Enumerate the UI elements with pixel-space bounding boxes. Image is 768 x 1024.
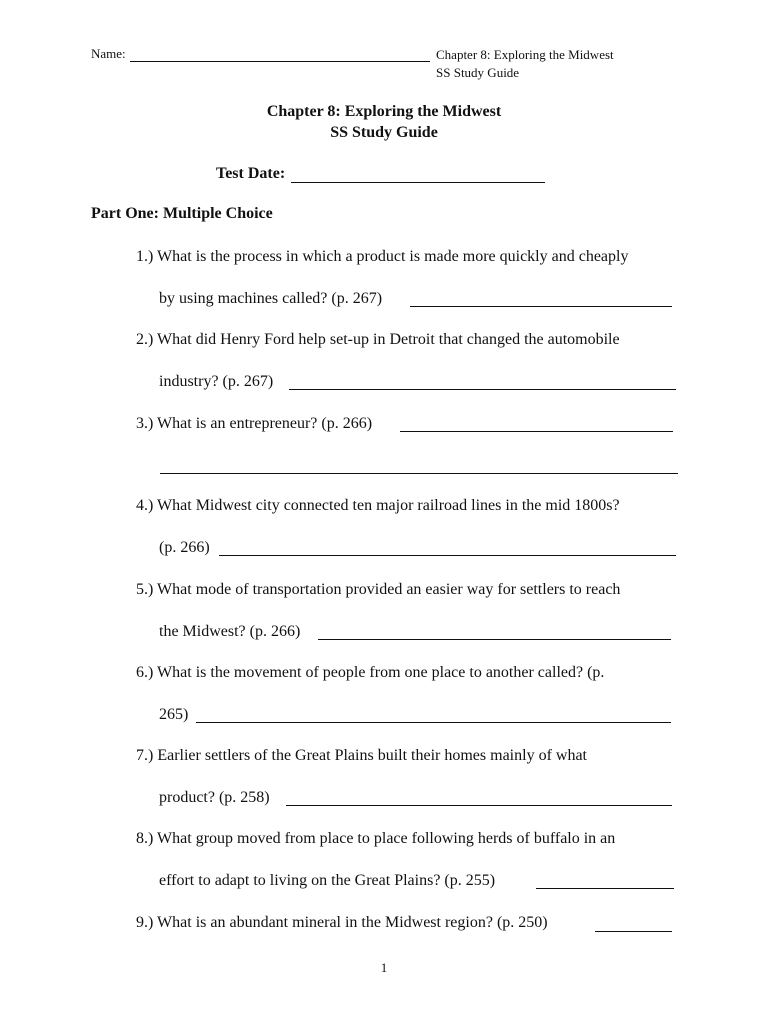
test-date-field	[216, 164, 545, 183]
question-6-line-2: 265)	[159, 706, 189, 723]
question-7-line-1	[136, 747, 587, 765]
question-2-line-2: industry? (p. 267)	[159, 373, 274, 390]
answer-blank-1[interactable]	[410, 306, 672, 307]
question-5-line-2: the Midwest? (p. 266)	[159, 623, 301, 640]
test-date-blank[interactable]	[291, 164, 545, 183]
question-4-line-2: (p. 266)	[159, 539, 210, 556]
question-number: 6.)	[136, 664, 154, 681]
test-date-label: Test Date:	[216, 165, 286, 182]
question-number: 7.)	[136, 747, 154, 764]
question-text: What did Henry Ford help set-up in Detroit that changed the automobile	[157, 331, 620, 348]
answer-blank-9[interactable]	[595, 931, 672, 932]
answer-blank-3b[interactable]	[160, 473, 678, 474]
question-text: What group moved from place to place following herds of buffalo in an	[157, 830, 616, 847]
part-one-heading: Part One: Multiple Choice	[91, 205, 273, 222]
question-6-line-1	[136, 664, 604, 682]
question-text: What Midwest city connected ten major railroad lines in the mid 1800s?	[157, 497, 620, 514]
question-text: Earlier settlers of the Great Plains built their homes mainly of what	[157, 747, 587, 764]
question-text: What is an entrepreneur? (p. 266)	[157, 415, 373, 432]
question-number: 8.)	[136, 830, 154, 847]
question-8-line-1	[136, 830, 615, 848]
answer-blank-3a[interactable]	[400, 431, 673, 432]
question-1-line-1	[136, 248, 628, 266]
question-3-line-1	[136, 415, 372, 433]
question-number: 5.)	[136, 581, 154, 598]
title-line-2: SS Study Guide	[330, 124, 438, 141]
question-4-line-1	[136, 497, 620, 515]
answer-blank-2[interactable]	[289, 389, 676, 390]
name-label: Name:	[91, 46, 126, 61]
question-9-line-1	[136, 914, 548, 932]
answer-blank-6[interactable]	[196, 722, 671, 723]
page-title	[0, 101, 768, 143]
question-text: What is the process in which a product is made more quickly and cheaply	[157, 248, 629, 265]
header-right	[436, 46, 614, 82]
question-number: 9.)	[136, 914, 154, 931]
name-blank[interactable]	[130, 47, 430, 62]
header-guide: SS Study Guide	[436, 65, 520, 80]
page-number: 1	[380, 960, 388, 975]
question-number: 3.)	[136, 415, 154, 432]
question-text: What is an abundant mineral in the Midwest region? (p. 250)	[157, 914, 548, 931]
question-text: What is the movement of people from one place to another called? (p.	[157, 664, 605, 681]
title-line-1: Chapter 8: Exploring the Midwest	[266, 103, 502, 120]
question-number: 2.)	[136, 331, 154, 348]
answer-blank-8[interactable]	[536, 888, 674, 889]
name-field	[91, 46, 430, 62]
question-text: What mode of transportation provided an easier way for settlers to reach	[157, 581, 621, 598]
question-8-line-2: effort to adapt to living on the Great Plains? (p. 255)	[159, 872, 496, 889]
question-1-line-2: by using machines called? (p. 267)	[159, 290, 383, 307]
answer-blank-5[interactable]	[318, 639, 671, 640]
answer-blank-7[interactable]	[286, 805, 672, 806]
question-2-line-1	[136, 331, 620, 349]
question-5-line-1	[136, 581, 620, 599]
question-number: 1.)	[136, 248, 154, 265]
answer-blank-4[interactable]	[219, 555, 676, 556]
question-7-line-2: product? (p. 258)	[159, 789, 270, 806]
question-number: 4.)	[136, 497, 154, 514]
header-chapter: Chapter 8: Exploring the Midwest	[436, 47, 614, 62]
